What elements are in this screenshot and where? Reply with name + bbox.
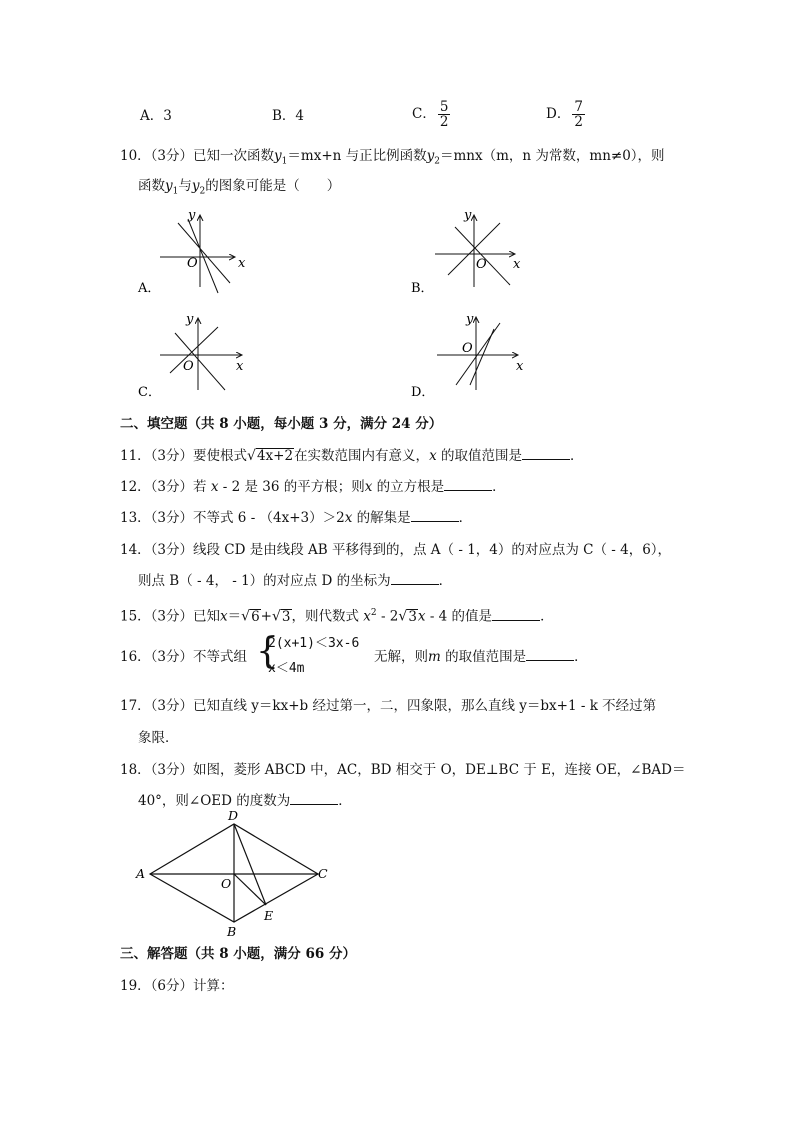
q9-option-d	[546, 100, 585, 129]
label-o: O	[221, 876, 232, 891]
q15-square: 2	[370, 608, 377, 618]
q15-x: x	[363, 608, 371, 625]
q15-tail: - 4 的值是	[425, 608, 493, 625]
q14-line2	[138, 571, 452, 591]
label-a: A	[136, 866, 146, 881]
q10-sub2: 2	[434, 156, 440, 167]
q13-period: ．	[458, 510, 473, 526]
q16-pre: 16．（3分）不等式组	[120, 649, 248, 665]
graph-d-origin: O	[462, 341, 473, 356]
answer-blank[interactable]	[522, 447, 570, 460]
q10-text-b: ＝mx+n 与正比例函数	[287, 148, 427, 164]
q12-end: 的立方根是	[372, 479, 445, 495]
q10-line1	[120, 146, 665, 172]
q11-end: 的取值范围是	[436, 448, 522, 464]
system-brace: {	[256, 631, 279, 672]
q10-line2-s2: 2	[199, 186, 206, 197]
q11-pre: 11．（3分）要使根式	[120, 448, 248, 464]
graph-b	[435, 208, 521, 287]
q9-option-a: A．3	[140, 108, 172, 124]
answer-blank[interactable]	[411, 509, 459, 522]
graph-d-option: D．	[411, 385, 435, 400]
radical-sign: √	[398, 608, 408, 625]
fraction-denominator: 2	[574, 114, 583, 130]
graph-b-x-label: x	[513, 257, 521, 272]
graph-c-x-label: x	[236, 359, 244, 374]
q15-eq: ＝	[227, 608, 242, 625]
graph-d-x-label: x	[516, 359, 524, 374]
graph-a-line1	[178, 223, 230, 283]
radical-sign: √	[241, 608, 251, 625]
q10-graphs	[130, 205, 770, 405]
q11-var: x	[429, 448, 437, 464]
graph-b-line2	[455, 227, 510, 285]
graph-b-y-label: y	[464, 208, 472, 223]
radical-sign: √	[271, 608, 281, 625]
graph-c-option: C．	[138, 385, 161, 400]
q9-option-c-prefix: C．	[412, 106, 436, 122]
q18-line2	[138, 791, 352, 811]
graph-c-y-label: y	[186, 312, 194, 327]
segment-de	[234, 824, 266, 905]
graph-c	[160, 312, 244, 390]
q13-end: 的解集是	[352, 510, 411, 526]
section2-title: 二、填空题（共 8 小题，每小题 3 分，满分 24 分）	[120, 416, 443, 432]
q11-post: 在实数范围内有意义，	[294, 448, 430, 464]
graph-d-line2	[470, 329, 494, 385]
q12	[120, 477, 506, 497]
graph-b-origin: O	[476, 257, 487, 272]
q12-period: ．	[492, 479, 506, 495]
q10-line2-a: 函数	[138, 178, 165, 194]
q10-line2	[138, 176, 340, 202]
q10-line2-y1: y	[165, 178, 173, 194]
q15-xvar: x	[417, 608, 426, 625]
q10-text-d: ＝mnx（m，n 为常数，mn≠0），则	[440, 148, 665, 164]
q15-mid: ，则代数式	[291, 608, 364, 625]
q15-period: ．	[540, 608, 554, 625]
label-c: C	[318, 866, 328, 881]
q10-line2-y2: y	[191, 178, 200, 194]
q10-line2-mid: 与	[178, 178, 192, 194]
q15-radicand-1: 6	[251, 608, 260, 625]
q11-radicand: 4x+2	[256, 448, 294, 464]
answer-blank[interactable]	[290, 792, 338, 805]
q15-pre: 15．（3分）已知	[120, 608, 221, 625]
section3-title: 三、解答题（共 8 小题，满分 66 分）	[120, 946, 356, 962]
q12-mid: - 2 是 36 的平方根；则	[218, 479, 365, 495]
q12-var2: x	[364, 479, 373, 495]
q10-text: 10．（3分）已知一次函数	[120, 148, 275, 164]
q16-post-line	[374, 647, 588, 667]
q15-plus: +	[260, 608, 272, 625]
q15-var: x	[220, 608, 228, 625]
q16-period: ．	[574, 649, 588, 665]
q13-pre: 13．（3分）不等式 6 - （4x+3）＞2	[120, 510, 345, 526]
q12-pre: 12．（3分）若	[120, 479, 211, 495]
q10-y1: y	[274, 148, 282, 164]
q14-period: ．	[438, 573, 453, 589]
q10-line2-end: 的图象可能是（ ）	[205, 178, 341, 194]
q19: 19．（6分）计算：	[120, 978, 234, 994]
q9-option-b: B．4	[272, 108, 305, 124]
q16-post: 无解，则	[374, 649, 428, 665]
radical-sign: √	[247, 448, 256, 464]
graph-c-line1	[170, 327, 218, 373]
fraction-numerator: 5	[439, 99, 449, 115]
answer-blank[interactable]	[526, 648, 574, 661]
q16-end: 的取值范围是	[440, 649, 527, 665]
q12-var1: x	[210, 479, 219, 495]
q13-var: x	[344, 510, 353, 526]
q15-radicand-3: 3	[408, 608, 417, 625]
graph-a-option: A．	[138, 281, 161, 296]
answer-blank[interactable]	[444, 478, 492, 491]
q16-ineq1: 2(x+1)＜3x-6	[268, 636, 360, 651]
answer-blank[interactable]	[492, 608, 540, 621]
q14-line2-text: 则点 B（ - 4， - 1）的对应点 D 的坐标为	[138, 573, 391, 589]
segment-oe	[234, 874, 266, 905]
label-b: B	[227, 924, 237, 939]
q9-option-d-prefix: D．	[546, 106, 571, 122]
q9-option-c-fraction	[438, 100, 451, 129]
graph-a-origin: O	[187, 256, 198, 271]
rhombus-figure	[130, 810, 340, 940]
q18-line1: 18．（3分）如图，菱形 ABCD 中，AC，BD 相交于 O，DE⊥BC 于 E，连接 OE，∠BAD＝	[120, 762, 686, 778]
q18-period: ．	[338, 793, 352, 809]
q9-option-c	[412, 100, 450, 129]
graph-d	[437, 312, 524, 390]
graph-d-y-label: y	[466, 312, 474, 327]
q13	[120, 508, 472, 528]
label-d: D	[228, 810, 239, 823]
q11-period: ．	[569, 448, 584, 464]
answer-blank[interactable]	[391, 572, 439, 585]
q15-minus: - 2	[376, 608, 399, 625]
q15-radicand-2: 3	[281, 608, 291, 625]
q18-line2-text: 40°，则∠OED 的度数为	[138, 793, 291, 809]
label-e: E	[264, 908, 274, 923]
graph-c-origin: O	[183, 359, 194, 374]
graph-a	[160, 208, 246, 293]
q11	[120, 446, 583, 466]
q10-line2-s1: 1	[172, 186, 179, 197]
fraction-denominator: 2	[439, 114, 449, 130]
graph-b-option: B．	[411, 281, 434, 296]
fraction-numerator: 7	[574, 99, 583, 115]
q14-line1: 14．（3分）线段 CD 是由线段 AB 平移得到的，点 A（ - 1，4）的对应点为 C（ - 4，6），	[120, 542, 672, 558]
graph-a-y-label: y	[188, 208, 196, 223]
q16-ineq2: x＜4m	[268, 661, 305, 676]
q17-line2: 象限．	[138, 730, 179, 746]
q16-var: m	[428, 649, 441, 665]
q10-y2: y	[426, 148, 435, 164]
q9-option-d-fraction	[572, 100, 585, 129]
q10-sub1: 1	[281, 156, 288, 167]
graph-a-x-label: x	[238, 256, 246, 271]
q15	[120, 603, 554, 627]
q17-line1: 17．（3分）已知直线 y＝kx+b 经过第一，二，四象限，那么直线 y＝bx+1 - k 不经过第	[120, 698, 657, 714]
